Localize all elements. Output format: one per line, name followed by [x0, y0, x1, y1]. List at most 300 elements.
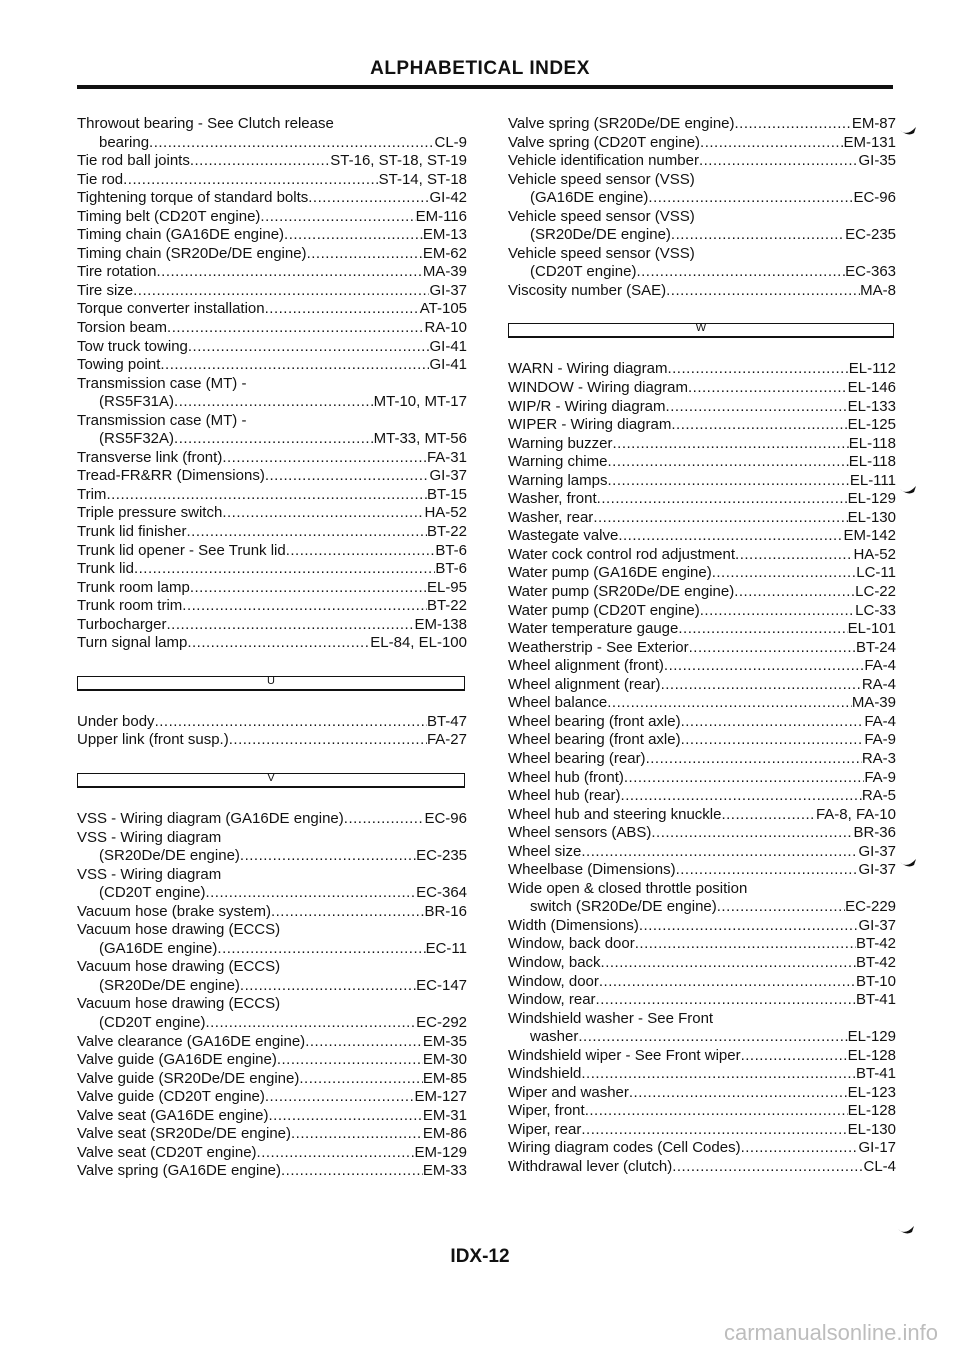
index-entry	[77, 523, 467, 542]
dot-leader	[681, 713, 865, 732]
index-entry-label: washer	[530, 1028, 579, 1046]
index-entry	[77, 579, 467, 598]
index-entry-heading: Vacuum hose drawing (ECCS)	[77, 995, 281, 1013]
index-entry-label: Tie rod	[77, 170, 124, 188]
index-entry	[508, 954, 896, 973]
index-column-right	[508, 115, 896, 1177]
index-entry-label: (SR20De/DE engine)	[99, 976, 240, 994]
dot-leader	[678, 620, 847, 639]
index-entry-page: EM-87	[851, 115, 896, 132]
dot-leader	[167, 616, 415, 635]
index-entry	[77, 430, 467, 449]
index-entry-label: Vehicle identification number	[508, 152, 699, 170]
index-entry-page: GI-17	[858, 1139, 896, 1157]
index-entry	[77, 542, 467, 561]
index-entry	[508, 360, 896, 379]
section-letter: W	[695, 322, 707, 335]
index-entry	[508, 490, 896, 509]
index-entry	[508, 263, 896, 282]
index-entry-label: Water temperature gauge	[508, 620, 679, 638]
margin-check-mark-icon	[899, 126, 917, 136]
index-entry-label: Water pump (CD20T engine)	[508, 601, 700, 619]
index-entry-label: Valve clearance (GA16DE engine)	[77, 1032, 306, 1050]
index-entry	[77, 338, 467, 357]
index-entry-label: Torsion beam	[77, 319, 168, 337]
dot-leader	[578, 1028, 847, 1047]
dot-leader	[672, 1158, 863, 1177]
index-entry-page: EL-129	[847, 490, 896, 508]
index-entry	[508, 1102, 896, 1121]
index-entry	[77, 282, 467, 301]
index-entry-page: MT-10, MT-17	[373, 393, 467, 411]
index-entry	[77, 504, 467, 523]
dot-leader	[167, 319, 424, 338]
dot-leader	[651, 824, 853, 843]
index-entry-label: (SR20De/DE engine)	[99, 847, 240, 865]
index-entry-page: FA-9	[864, 768, 896, 786]
index-entry-page: EC-235	[416, 847, 467, 865]
index-entry-page: EC-292	[416, 1013, 467, 1031]
index-entry-label: Valve spring (SR20De/DE engine)	[508, 115, 735, 132]
index-entry-page: EM-116	[415, 207, 467, 225]
index-entry	[508, 973, 896, 992]
dot-leader	[222, 504, 424, 523]
index-entry	[508, 435, 896, 454]
index-entry-label: Windshield	[508, 1065, 582, 1083]
index-entry	[508, 115, 896, 134]
index-entry	[77, 171, 467, 190]
index-entry-page: FA-4	[864, 657, 896, 675]
index-entry-page: GI-37	[858, 842, 896, 860]
dot-leader	[581, 843, 858, 862]
index-entry-page: EM-62	[422, 244, 467, 262]
index-entry-label: Window, back	[508, 953, 601, 971]
dot-leader	[134, 560, 435, 579]
dot-leader	[585, 1102, 848, 1121]
dot-leader	[621, 787, 862, 806]
index-entry	[508, 398, 896, 417]
index-entry-page: CL-9	[434, 133, 467, 151]
index-entry-heading: Vacuum hose drawing (ECCS)	[77, 921, 281, 939]
index-entry-label: Tire rotation	[77, 263, 157, 281]
index-entry	[77, 356, 467, 375]
index-entry-label: (GA16DE engine)	[530, 189, 649, 207]
margin-check-mark-icon	[899, 485, 917, 495]
index-entry-page: GI-37	[858, 861, 896, 879]
index-entry	[77, 1070, 467, 1089]
index-entry-page: GI-42	[429, 189, 467, 207]
index-entry-page: BR-16	[424, 902, 467, 920]
index-entry-label: Wiper and washer	[508, 1083, 629, 1101]
index-entry-page: EL-133	[847, 397, 896, 415]
index-entry-page: RA-3	[861, 749, 896, 767]
dot-leader	[671, 226, 845, 245]
index-entry-page: FA-31	[426, 448, 467, 466]
dot-leader	[190, 152, 330, 171]
dot-leader	[106, 486, 427, 505]
dot-leader	[661, 676, 862, 695]
index-entry	[508, 1158, 896, 1177]
index-entry-page: FA-8, FA-10	[815, 805, 896, 823]
dot-leader	[581, 1065, 856, 1084]
index-entry	[77, 393, 467, 412]
dot-leader	[671, 416, 847, 435]
index-entry-label: Tire size	[77, 281, 134, 299]
dot-leader	[618, 527, 843, 546]
index-entry-label: Window, door	[508, 972, 599, 990]
index-entry	[508, 620, 896, 639]
dot-leader	[265, 300, 420, 319]
index-entry-heading: Vacuum hose drawing (ECCS)	[77, 958, 281, 976]
index-entry-label: Torque converter installation	[77, 300, 265, 318]
index-entry	[77, 263, 467, 282]
index-entry-page: MA-8	[860, 281, 896, 299]
index-entry-page: BT-24	[855, 638, 896, 656]
dot-leader	[717, 898, 845, 917]
index-entry	[77, 616, 467, 635]
dot-leader	[155, 713, 427, 732]
index-entry-page: EM-85	[422, 1069, 467, 1087]
dot-leader	[269, 1107, 423, 1126]
index-entry	[77, 847, 467, 866]
index-entry-label: (CD20T engine)	[99, 1013, 206, 1031]
watermark: carmanualsonline.info	[723, 1320, 938, 1345]
index-entry-label: Wheel balance	[508, 694, 608, 712]
index-entry-page: GI-37	[429, 467, 467, 485]
index-entry-label: Width (Dimensions)	[508, 916, 639, 934]
index-entry-heading: VSS - Wiring diagram	[77, 828, 222, 846]
index-entry-label: (RS5F32A)	[99, 430, 175, 448]
section-spacer	[508, 338, 896, 360]
dot-leader	[149, 134, 434, 153]
index-entry	[508, 282, 896, 301]
dot-leader	[205, 1014, 416, 1033]
dot-leader	[624, 769, 864, 788]
dot-leader	[629, 1084, 848, 1103]
index-entry	[77, 634, 467, 653]
index-entry-page: EL-123	[847, 1083, 896, 1101]
index-entry-label: Valve spring (CD20T engine)	[508, 133, 701, 151]
section-spacer	[77, 691, 467, 713]
index-entry-page: EM-13	[422, 226, 467, 244]
index-entry-label: Water cock control rod adjustment	[508, 545, 736, 563]
index-entry-page: BT-47	[426, 712, 467, 730]
dot-leader	[222, 449, 427, 468]
index-entry-label: Wheel sensors (ABS)	[508, 824, 652, 842]
dot-leader	[229, 731, 427, 750]
dot-leader	[741, 1139, 859, 1158]
index-entry-label: Wheelbase (Dimensions)	[508, 861, 676, 879]
index-entry-page: EL-111	[849, 471, 896, 489]
index-entry	[508, 152, 896, 171]
section-spacer	[77, 750, 467, 773]
index-entry-label: Wheel bearing (rear)	[508, 749, 646, 767]
dot-leader	[741, 1047, 848, 1066]
index-entry-heading: Windshield washer - See Front	[508, 1009, 714, 1027]
index-entry	[508, 583, 896, 602]
index-entry	[77, 560, 467, 579]
dot-leader	[133, 282, 429, 301]
index-entry-label: Wastegate valve	[508, 527, 619, 545]
index-entry	[77, 597, 467, 616]
index-entry-label: Windshield wiper - See Front wiper	[508, 1046, 741, 1064]
page-number: IDX-12	[450, 1246, 510, 1267]
index-entry	[508, 1121, 896, 1140]
index-entry-label: WARN - Wiring diagram	[508, 360, 668, 378]
index-entry-page: EL-112	[848, 360, 896, 378]
index-entry-label: Upper link (front susp.)	[77, 731, 229, 749]
index-entry	[77, 245, 467, 264]
index-entry	[508, 602, 896, 621]
dot-leader	[307, 245, 423, 264]
dot-leader	[240, 847, 416, 866]
index-entry-page: ST-16, ST-18, ST-19	[330, 152, 467, 170]
dot-leader	[187, 634, 370, 653]
index-entry	[77, 467, 467, 486]
index-entry-label: Withdrawal lever (clutch)	[508, 1157, 673, 1175]
index-entry-page: EM-129	[414, 1143, 467, 1161]
index-entry	[508, 379, 896, 398]
index-entry-label: Window, rear	[508, 991, 596, 1009]
index-entry	[508, 226, 896, 245]
index-entry-page: FA-9	[864, 731, 896, 749]
index-entry-page: BT-41	[855, 991, 896, 1009]
dot-leader	[174, 393, 374, 412]
index-entry-page: MA-39	[422, 263, 467, 281]
index-entry-heading: Vehicle speed sensor (VSS)	[508, 170, 695, 188]
index-entry-label: Valve seat (SR20De/DE engine)	[77, 1125, 291, 1143]
index-entry-page: EL-128	[847, 1102, 896, 1120]
index-entry-label: Wheel size	[508, 842, 582, 860]
dot-leader	[712, 564, 857, 583]
index-entry-label: Warning chime	[508, 453, 608, 471]
index-entry-page: EM-33	[422, 1162, 467, 1180]
index-entry-label: Wheel hub (rear)	[508, 787, 621, 805]
dot-leader	[277, 1051, 423, 1070]
index-entry	[77, 1033, 467, 1052]
index-entry-label: Trunk lid opener - See Trunk lid	[77, 541, 286, 559]
index-entry-page: EM-142	[843, 527, 896, 545]
index-entry	[508, 898, 896, 917]
dot-leader	[607, 453, 848, 472]
index-entry	[508, 731, 896, 750]
index-entry-label: Triple pressure switch	[77, 504, 223, 522]
index-entry	[77, 713, 467, 732]
index-column-left	[77, 115, 467, 1181]
index-entry-label: Wiring diagram codes (Cell Codes)	[508, 1139, 741, 1157]
dot-leader	[646, 750, 862, 769]
dot-leader	[700, 602, 855, 621]
dot-leader	[160, 356, 429, 375]
index-entry-label: Timing chain (GA16DE engine)	[77, 226, 285, 244]
dot-leader	[186, 523, 426, 542]
dot-leader	[601, 954, 856, 973]
dot-leader	[699, 152, 859, 171]
index-entry-page: EC-147	[416, 976, 467, 994]
index-entry-page: MA-39	[851, 694, 896, 712]
index-entry	[508, 991, 896, 1010]
dot-leader	[613, 435, 849, 454]
index-entry-page: EL-95	[426, 578, 467, 596]
index-entry	[508, 861, 896, 880]
index-entry-page: EL-129	[847, 1028, 896, 1046]
index-entry-label: Water pump (GA16DE engine)	[508, 564, 712, 582]
section-header	[77, 773, 465, 788]
section-spacer	[77, 653, 467, 676]
index-entry	[77, 810, 467, 829]
index-entry-label: Washer, rear	[508, 508, 594, 526]
index-entry	[77, 1014, 467, 1033]
index-entry-page: EM-35	[422, 1032, 467, 1050]
index-entry	[77, 486, 467, 505]
title-rule	[77, 85, 893, 89]
section-spacer	[77, 788, 467, 810]
index-entry-label: Trunk room trim	[77, 597, 183, 615]
index-entry	[77, 1088, 467, 1107]
index-entry	[77, 1144, 467, 1163]
dot-leader	[257, 1144, 415, 1163]
index-entry	[508, 676, 896, 695]
index-entry-page: BT-6	[435, 541, 467, 559]
index-entry-label: Trunk lid	[77, 560, 134, 578]
index-entry-page: HA-52	[424, 504, 467, 522]
dot-leader	[735, 115, 852, 134]
index-entry-page: FA-4	[864, 712, 896, 730]
index-entry-page: EC-96	[424, 809, 467, 827]
index-entry	[508, 843, 896, 862]
dot-leader	[260, 208, 415, 227]
index-entry	[77, 977, 467, 996]
index-entry	[77, 208, 467, 227]
index-entry-label: Timing belt (CD20T engine)	[77, 207, 261, 225]
index-entry	[77, 449, 467, 468]
index-entry	[508, 189, 896, 208]
index-entry	[508, 769, 896, 788]
dot-leader	[291, 1125, 423, 1144]
dot-leader	[593, 509, 847, 528]
index-entry-page: EL-146	[847, 379, 896, 397]
index-entry-label: Wheel bearing (front axle)	[508, 731, 681, 749]
index-entry-page: EL-118	[848, 453, 896, 471]
index-entry-page: EL-84, EL-100	[370, 634, 467, 652]
index-entry-label: (GA16DE engine)	[99, 939, 218, 957]
index-entry-label: Wheel bearing (front axle)	[508, 712, 681, 730]
index-entry-label: Washer, front	[508, 490, 597, 508]
dot-leader	[688, 379, 848, 398]
dot-leader	[676, 861, 859, 880]
index-entry-label: Wheel alignment (rear)	[508, 675, 661, 693]
dot-leader	[667, 360, 848, 379]
index-entry-page: EM-30	[422, 1051, 467, 1069]
index-entry-label: Under body	[77, 712, 155, 730]
index-entry-label: Wiper, rear	[508, 1120, 582, 1138]
index-entry-page: EM-138	[414, 615, 467, 633]
dot-leader	[344, 810, 425, 829]
index-entry	[508, 453, 896, 472]
index-entry	[508, 935, 896, 954]
index-entry	[508, 806, 896, 825]
index-entry-label: Window, back door	[508, 935, 635, 953]
dot-leader	[607, 694, 852, 713]
dot-leader	[700, 134, 843, 153]
index-entry-page: FA-27	[426, 731, 467, 749]
index-entry-page: BT-22	[426, 523, 467, 541]
dot-leader	[734, 583, 855, 602]
dot-leader	[607, 472, 849, 491]
index-entry-page: EC-96	[853, 189, 896, 207]
dot-leader	[286, 542, 436, 561]
index-entry-page: EL-125	[847, 416, 896, 434]
index-entry	[77, 731, 467, 750]
dot-leader	[689, 639, 856, 658]
index-entry-page: MT-33, MT-56	[373, 430, 467, 448]
index-entry-page: BT-42	[855, 953, 896, 971]
index-entry	[77, 903, 467, 922]
index-entry-page: GI-37	[858, 916, 896, 934]
index-entry-label: Valve spring (GA16DE engine)	[77, 1162, 281, 1180]
dot-leader	[182, 597, 427, 616]
index-entry	[508, 750, 896, 769]
index-entry-label: Valve guide (GA16DE engine)	[77, 1051, 277, 1069]
index-entry	[508, 564, 896, 583]
index-entry-page: EC-364	[416, 884, 467, 902]
dot-leader	[265, 467, 430, 486]
index-entry-label: (CD20T engine)	[530, 263, 637, 281]
index-entry-label: Vacuum hose (brake system)	[77, 902, 271, 920]
index-entry-page: EM-127	[414, 1088, 467, 1106]
dot-leader	[217, 940, 425, 959]
index-entry-label: Valve guide (CD20T engine)	[77, 1088, 265, 1106]
index-entry	[77, 1107, 467, 1126]
dot-leader	[271, 903, 425, 922]
index-entry-label: WIP/R - Wiring diagram	[508, 397, 666, 415]
index-entry	[508, 1065, 896, 1084]
index-entry	[508, 824, 896, 843]
index-entry-label: Tightening torque of standard bolts	[77, 189, 309, 207]
index-entry-page: EL-130	[847, 508, 896, 526]
index-entry-page: BT-22	[426, 597, 467, 615]
dot-leader	[240, 977, 416, 996]
dot-leader	[284, 226, 423, 245]
index-entry-page: EL-101	[847, 620, 896, 638]
index-entry	[508, 472, 896, 491]
index-entry-label: Wheel alignment (front)	[508, 657, 664, 675]
index-entry	[508, 1028, 896, 1047]
index-entry-label: Valve guide (SR20De/DE engine)	[77, 1069, 300, 1087]
index-entry	[508, 1084, 896, 1103]
index-entry-page: EC-235	[845, 226, 896, 244]
index-entry-label: Towing point	[77, 356, 161, 374]
index-entry-page: EC-363	[845, 263, 896, 281]
index-entry-label: (CD20T engine)	[99, 884, 206, 902]
index-entry-heading: Wide open & closed throttle position	[508, 879, 748, 897]
index-entry	[77, 1125, 467, 1144]
index-entry-label: WINDOW - Wiring diagram	[508, 379, 689, 397]
index-entry	[508, 639, 896, 658]
index-entry-heading: Vehicle speed sensor (VSS)	[508, 207, 695, 225]
dot-leader	[305, 1033, 423, 1052]
dot-leader	[156, 263, 422, 282]
section-header	[77, 676, 465, 691]
index-entry-page: EM-86	[422, 1125, 467, 1143]
dot-leader	[666, 282, 860, 301]
index-entry	[508, 134, 896, 153]
index-entry-page: BT-42	[855, 935, 896, 953]
index-entry-page: BT-15	[426, 485, 467, 503]
page-title: ALPHABETICAL INDEX	[370, 58, 590, 79]
index-entry-label: Water pump (SR20De/DE engine)	[508, 583, 735, 601]
margin-check-mark-icon	[897, 1225, 915, 1235]
